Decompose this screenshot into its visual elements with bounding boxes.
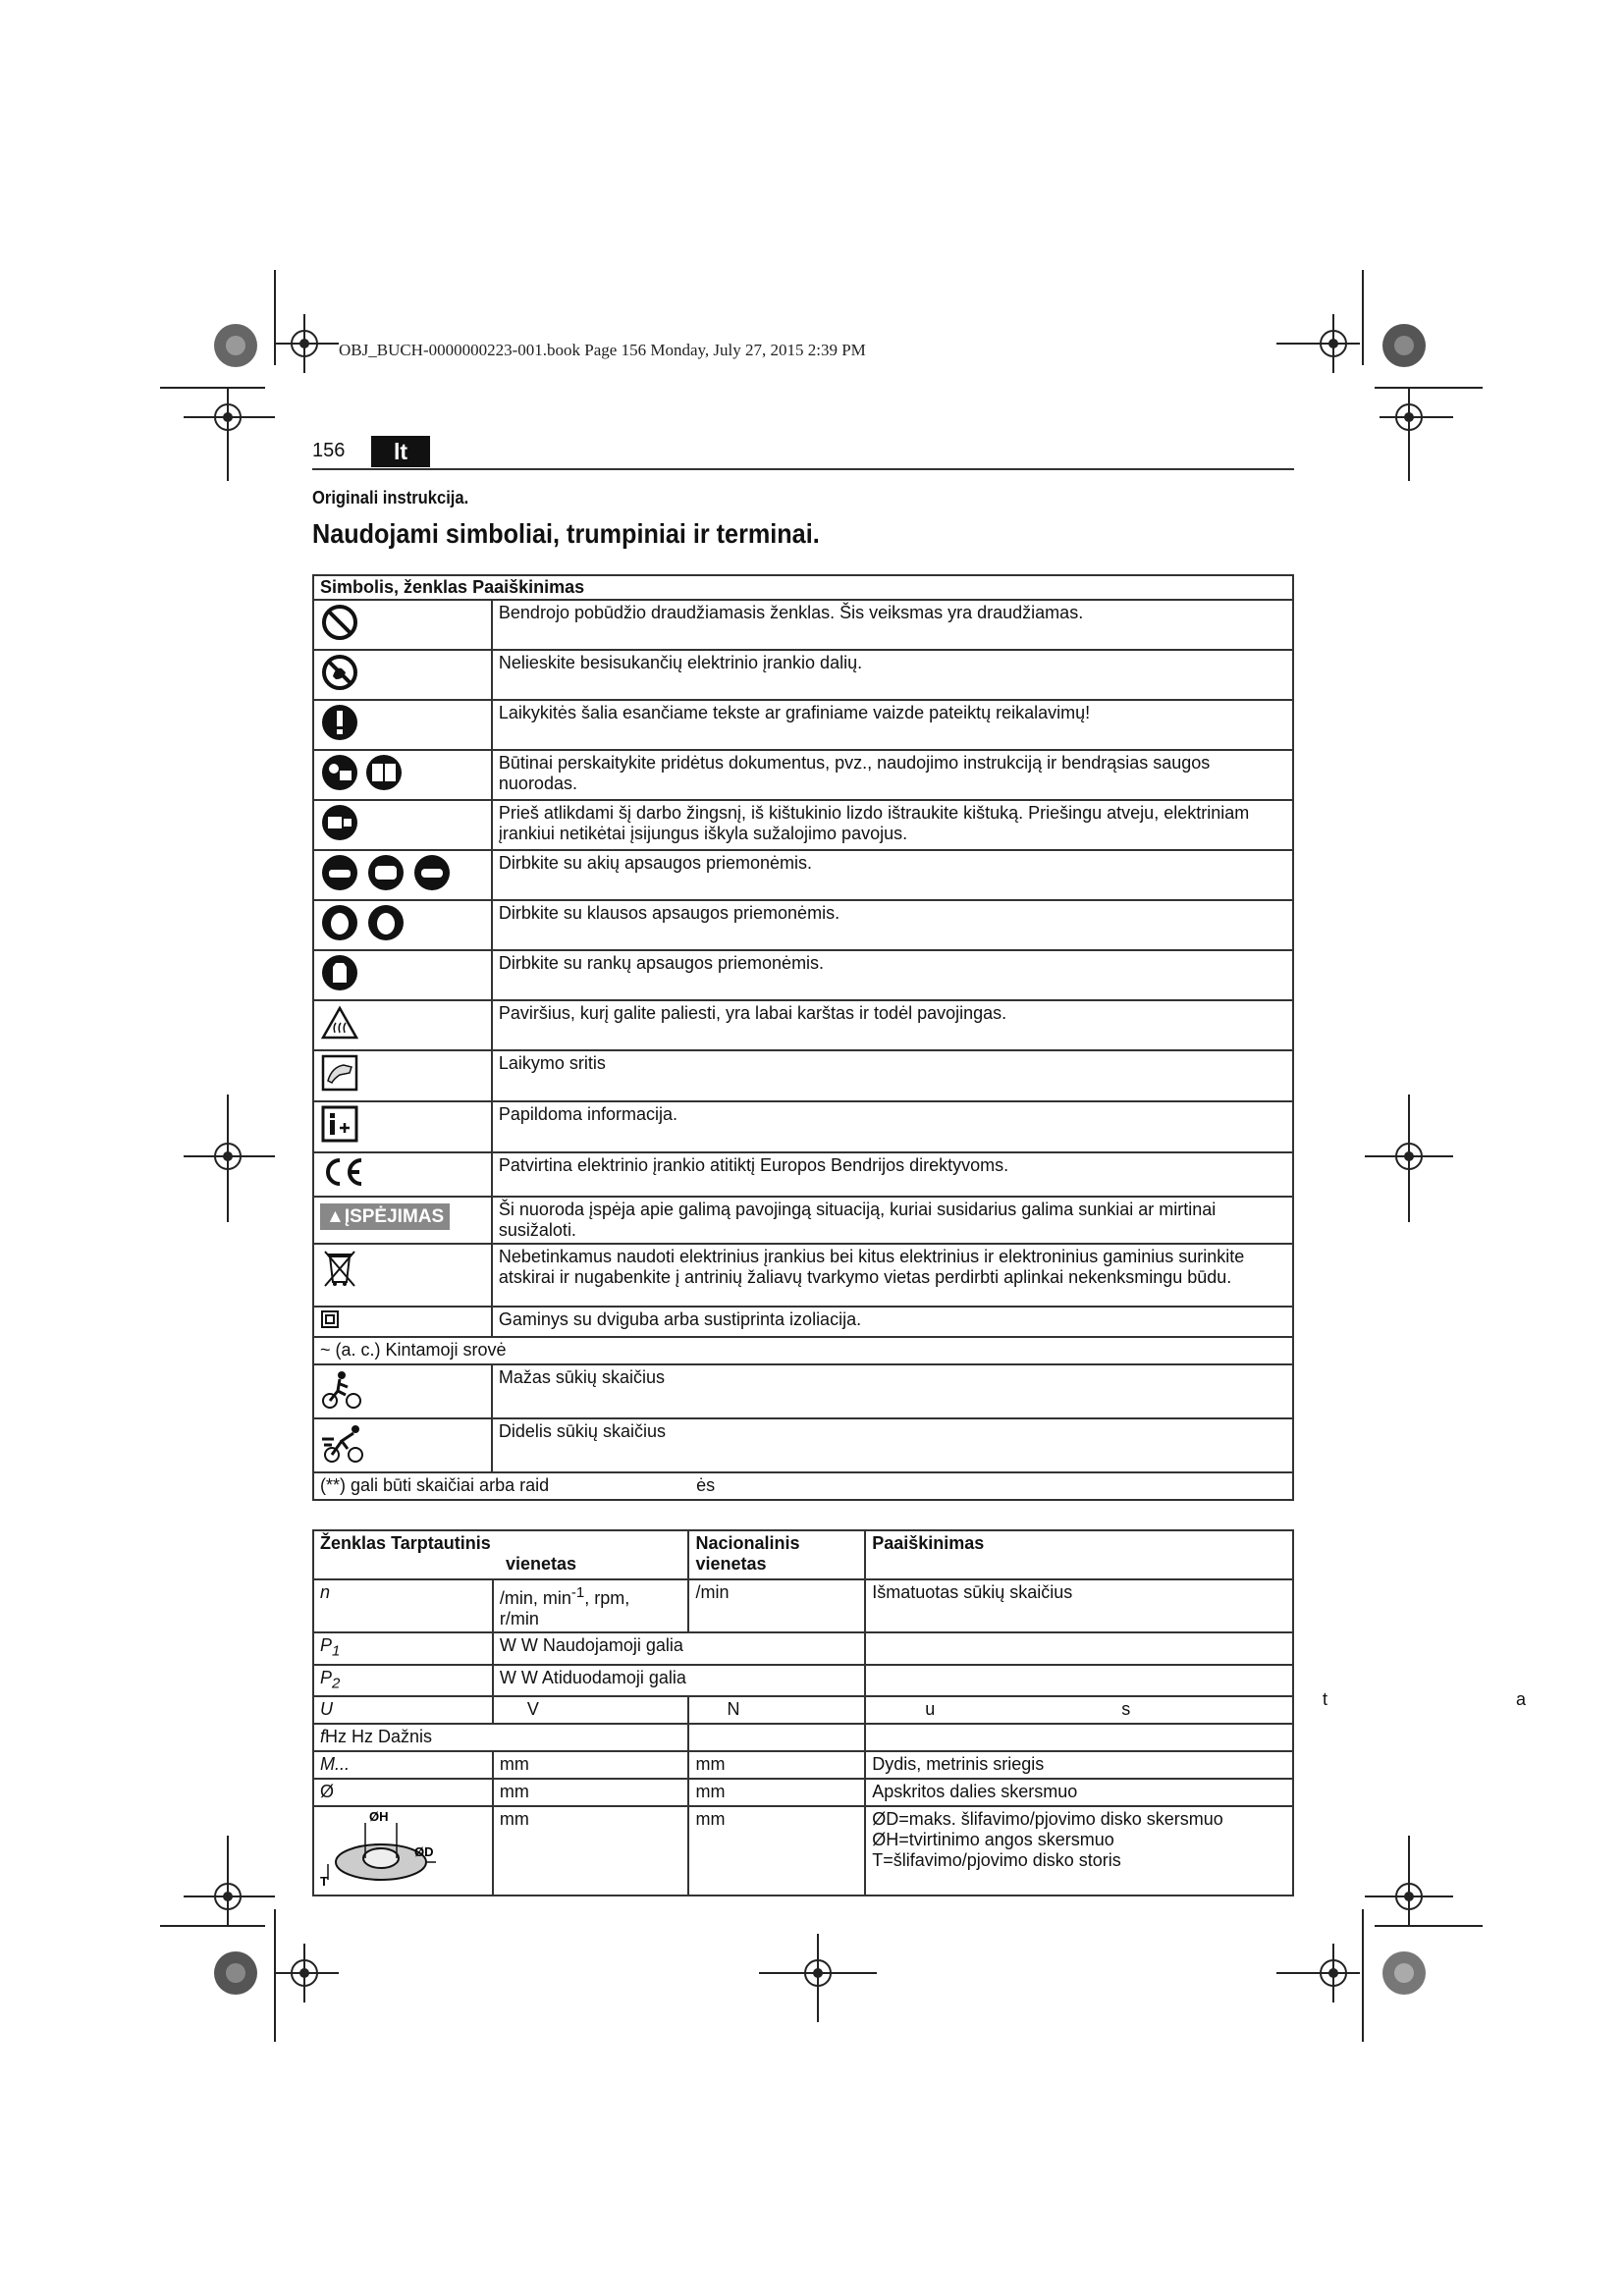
table-row-text: Ši nuoroda įspėja apie galimą pavojingą situaciją, kuriai susidarius galima sunkiai ar mirtinai susižaloti. (492, 1197, 1293, 1244)
footnote-row: (**) gali būti skaičiai arba raid ės (313, 1472, 1293, 1500)
hand-protection-icon (313, 950, 492, 1000)
sign-cell: n (313, 1579, 493, 1632)
warning-triangle-icon: ▲ (326, 1206, 345, 1227)
table-row-text: Patvirtina elektrinio įrankio atitiktį Europos Bendrijos direktyvoms. (492, 1152, 1293, 1197)
table-row-text: Laikymo sritis (492, 1050, 1293, 1101)
merged-cell: fHz Hz Dažnis (313, 1724, 688, 1751)
table-row-text: Prieš atlikdami šį darbo žingsnį, iš kištukinio lizdo ištraukite kištuką. Priešingu atveju, elektriniam įrankiui netikėtai įsijungus iškyla sužalojimo pavojus. (492, 800, 1293, 850)
grip-area-icon (313, 1050, 492, 1101)
exclamation-icon (313, 700, 492, 750)
header-explanation: Paaiškinimas (472, 577, 585, 597)
page-number: 156 (312, 440, 346, 461)
table-row-text: Mažas sūkių skaičius (492, 1364, 1293, 1418)
hot-surface-icon (313, 1000, 492, 1050)
table-row-text: Laikykitės šalia esančiame tekste ar grafiniame vaizde pateiktų reikalavimų! (492, 700, 1293, 750)
table-row-text: Gaminys su dviguba arba sustiprinta izoliacija. (492, 1307, 1293, 1337)
intl-unit-cell: mm (493, 1806, 689, 1896)
table-row-text: Dirbkite su akių apsaugos priemonėmis. (492, 850, 1293, 900)
disc-label-t: T (320, 1874, 328, 1889)
intl-unit-cell: mm (493, 1779, 689, 1806)
merged-cell: W W Atiduodamoji galia (493, 1665, 865, 1697)
national-unit-cell (688, 1724, 865, 1751)
symbols-table-header (313, 575, 1293, 600)
table-row-text: Didelis sūkių skaičius (492, 1418, 1293, 1472)
warning-badge (313, 1197, 492, 1244)
overflow-letter-t: t (1323, 1689, 1328, 1709)
table-row-text: Dirbkite su klausos apsaugos priemonėmis. (492, 900, 1293, 950)
ce-mark-icon (313, 1152, 492, 1197)
weee-bin-icon (313, 1244, 492, 1307)
ac-row: ~ (a. c.) Kintamoji srovė (313, 1337, 1293, 1364)
intl-unit-cell: /min, $\min^{-1}$, rpm, r/min (493, 1579, 689, 1632)
units-header-explanation: Paaiškinimas (865, 1530, 1293, 1579)
table-row-text: Dirbkite su rankų apsaugos priemonėmis. (492, 950, 1293, 1000)
units-table (312, 1529, 1294, 1896)
national-unit-cell: /min (688, 1579, 865, 1632)
merged-cell: W W Naudojamoji galia (493, 1632, 865, 1665)
symbols-table (312, 574, 1294, 1501)
sign-cell: U (313, 1696, 493, 1724)
page-title: Naudojami simboliai, trumpiniai ir terminai. (312, 518, 820, 549)
low-speed-icon (313, 1364, 492, 1418)
warning-label: ▲ĮSPĖJIMAS (320, 1203, 450, 1230)
disc-label-h: ØH (369, 1809, 389, 1825)
description-cell (865, 1724, 1293, 1751)
high-speed-icon (313, 1418, 492, 1472)
national-unit-cell: N (688, 1696, 865, 1724)
sign-cell: $P_1$ (313, 1632, 493, 1665)
sign-cell: M... (313, 1751, 493, 1779)
double-insulation-icon (313, 1307, 492, 1337)
unplug-icon (313, 800, 492, 850)
header-rule (312, 468, 1294, 470)
table-row-text: Bendrojo pobūdžio draudžiamasis ženklas. Šis veiksmas yra draudžiamas. (492, 600, 1293, 650)
book-header-line: OBJ_BUCH-0000000223-001.book Page 156 Monday, July 27, 2015 2:39 PM (339, 341, 866, 359)
intl-unit-cell: V (493, 1696, 689, 1724)
prohibition-icon (313, 600, 492, 650)
language-badge: lt (371, 436, 430, 467)
units-header-national: Nacionalinis vienetas (688, 1530, 865, 1579)
read-manual-icon (313, 750, 492, 800)
description-cell: u s (865, 1696, 1293, 1724)
description-cell: Dydis, metrinis sriegis (865, 1751, 1293, 1779)
description-cell: Išmatuotas sūkių skaičius (865, 1579, 1293, 1632)
sign-cell: $P_2$ (313, 1665, 493, 1697)
description-cell: ØD=maks. šlifavimo/pjovimo disko skersmuo ØH=tvirtinimo angos skersmuo T=šlifavimo/pjovimo disko storis (865, 1806, 1293, 1896)
subtitle: Originali instrukcija. (312, 488, 469, 507)
units-header-sign-intl: Ženklas Tarptautinis vienetas (313, 1530, 688, 1579)
disc-diagram (313, 1806, 493, 1896)
disc-label-d: ØD (414, 1844, 434, 1860)
description-cell: Apskritos dalies skersmuo (865, 1779, 1293, 1806)
overflow-letter-a: a (1516, 1689, 1527, 1709)
eye-protection-icon (313, 850, 492, 900)
national-unit-cell: mm (688, 1751, 865, 1779)
sign-cell: Ø (313, 1779, 493, 1806)
table-row-text: Paviršius, kurį galite paliesti, yra labai karštas ir todėl pavojingas. (492, 1000, 1293, 1050)
description-cell (865, 1665, 1293, 1697)
intl-unit-cell: mm (493, 1751, 689, 1779)
ear-protection-icon (313, 900, 492, 950)
description-cell (865, 1632, 1293, 1665)
header-symbol: Simbolis, ženklas (320, 577, 468, 597)
info-icon (313, 1101, 492, 1152)
table-row-text: Nebetinkamus naudoti elektrinius įrankius bei kitus elektrinius ir elektroninius gaminius surinkite atskirai ir nugabenkite į antrinių žaliavų tvarkymo vietas perdirbti aplinkai nekenksmingu būdu. (492, 1244, 1293, 1307)
no-touch-rotating-icon (313, 650, 492, 700)
table-row-text: Papildoma informacija. (492, 1101, 1293, 1152)
national-unit-cell: mm (688, 1806, 865, 1896)
table-row-text: Nelieskite besisukančių elektrinio įrankio dalių. (492, 650, 1293, 700)
national-unit-cell: mm (688, 1779, 865, 1806)
table-row-text: Būtinai perskaitykite pridėtus dokumentus, pvz., naudojimo instrukciją ir bendrąsias saugos nuorodas. (492, 750, 1293, 800)
